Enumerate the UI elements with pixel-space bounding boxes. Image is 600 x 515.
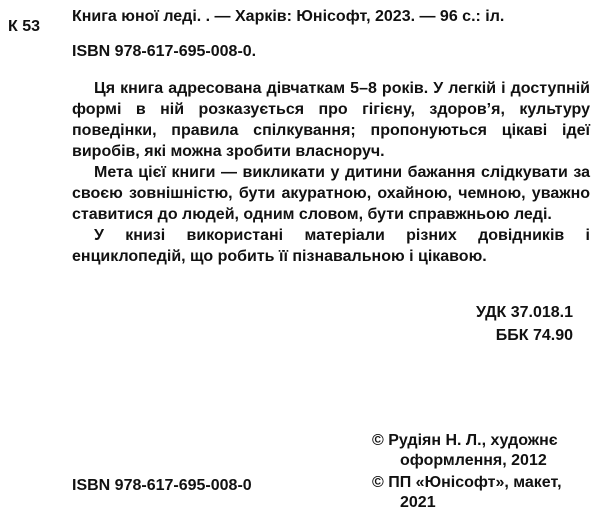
copyright-line-2: оформлення, 2012 — [400, 452, 547, 469]
annotation-paragraph-1: Ця книга адресована дівчаткам 5–8 років. У легкій і доступній формі в ній розказується про гігієну, здоров’я, культуру поведінки, правила спілкування; пропонуються цікаві ідеї виробів, які можна зробити власноруч. — [72, 80, 590, 160]
copyright-line-3: © ПП «Юнісофт», макет, — [372, 474, 562, 491]
annotation-paragraph-2: Мета цієї книги — викликати у дитини бажання слідкувати за своєю зовнішністю, бути акуратною, охайною, чемною, уважно ставитися до людей, одним словом, бути справжньою леді. — [72, 164, 590, 223]
copyright-block — [372, 431, 562, 513]
annotation-paragraph-3: У книзі використані матеріали різних довідників і енциклопедій, що робить її пізнавальною і цікавою. — [72, 227, 590, 265]
bibliographic-details: юної леді. . — Харків: Юнісофт, 2023. — 96 с.: іл. — [116, 8, 505, 25]
annotation — [72, 78, 590, 267]
classification-block — [476, 301, 573, 347]
copyright-line-4: 2021 — [400, 494, 436, 511]
udk-code: УДК 37.018.1 — [475, 304, 573, 321]
isbn-bottom: ISBN 978-617-695-008-0 — [72, 477, 252, 494]
bibliographic-entry — [72, 7, 504, 27]
isbn-top: ISBN 978-617-695-008-0. — [72, 43, 257, 60]
copyright-line-1: © Рудіян Н. Л., художнє — [372, 432, 558, 449]
catalog-code: К 53 — [8, 18, 41, 35]
bbk-code: ББК 74.90 — [495, 327, 573, 344]
book-title-bold: Книга — [72, 8, 117, 25]
